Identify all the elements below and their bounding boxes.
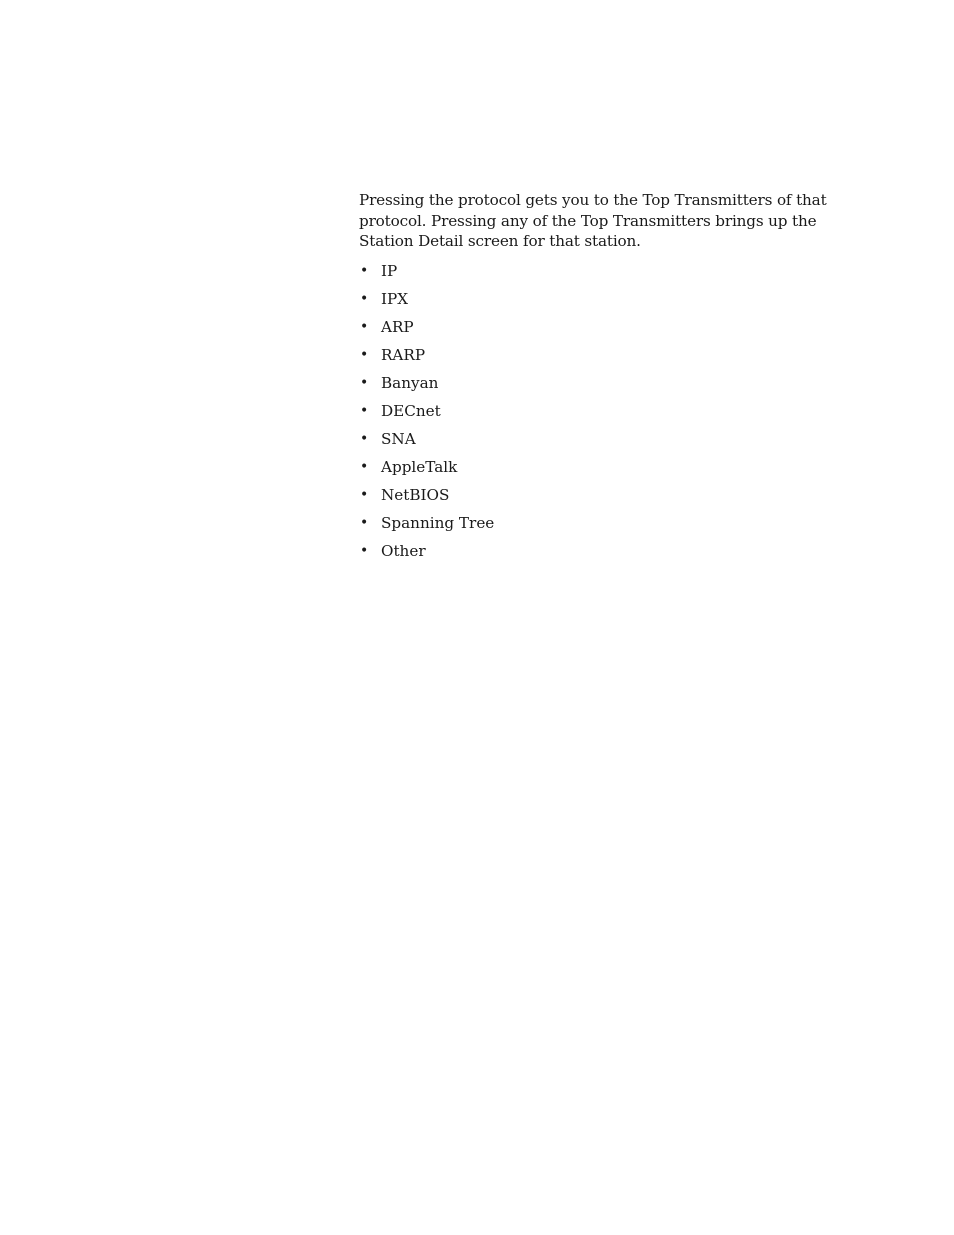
protocol-label: Other (381, 541, 426, 560)
list-item (359, 313, 849, 341)
protocol-label: NetBIOS (381, 485, 450, 504)
protocol-label: SNA (381, 429, 416, 448)
list-item (359, 453, 849, 481)
protocol-label: IPX (381, 289, 409, 308)
document-body (359, 190, 849, 565)
protocol-label: IP (381, 261, 398, 280)
bullet-icon: • (360, 290, 369, 307)
list-item (359, 369, 849, 397)
bullet-icon: • (360, 318, 369, 335)
bullet-icon: • (360, 542, 369, 559)
protocol-label: RARP (381, 345, 426, 364)
list-item (359, 537, 849, 565)
bullet-icon: • (360, 402, 369, 419)
bullet-icon: • (360, 346, 369, 363)
protocol-label: AppleTalk (381, 457, 458, 476)
bullet-icon: • (360, 486, 369, 503)
intro-paragraph: Pressing the protocol gets you to the Top Transmitters of that protocol. Pressing any of the Top Transmitters brings up the Station Detail screen for that station. (359, 191, 827, 250)
protocol-list (359, 257, 849, 565)
bullet-icon: • (360, 262, 369, 279)
list-item (359, 425, 849, 453)
list-item (359, 397, 849, 425)
list-item (359, 509, 849, 537)
bullet-icon: • (360, 374, 369, 391)
protocol-label: ARP (381, 317, 414, 336)
protocol-label: Banyan (381, 373, 439, 392)
bullet-icon: • (360, 430, 369, 447)
protocol-label: Spanning Tree (381, 513, 495, 532)
list-item (359, 285, 849, 313)
bullet-icon: • (360, 458, 369, 475)
bullet-icon: • (360, 514, 369, 531)
list-item (359, 341, 849, 369)
list-item (359, 257, 849, 285)
list-item (359, 481, 849, 509)
protocol-label: DECnet (381, 401, 441, 420)
